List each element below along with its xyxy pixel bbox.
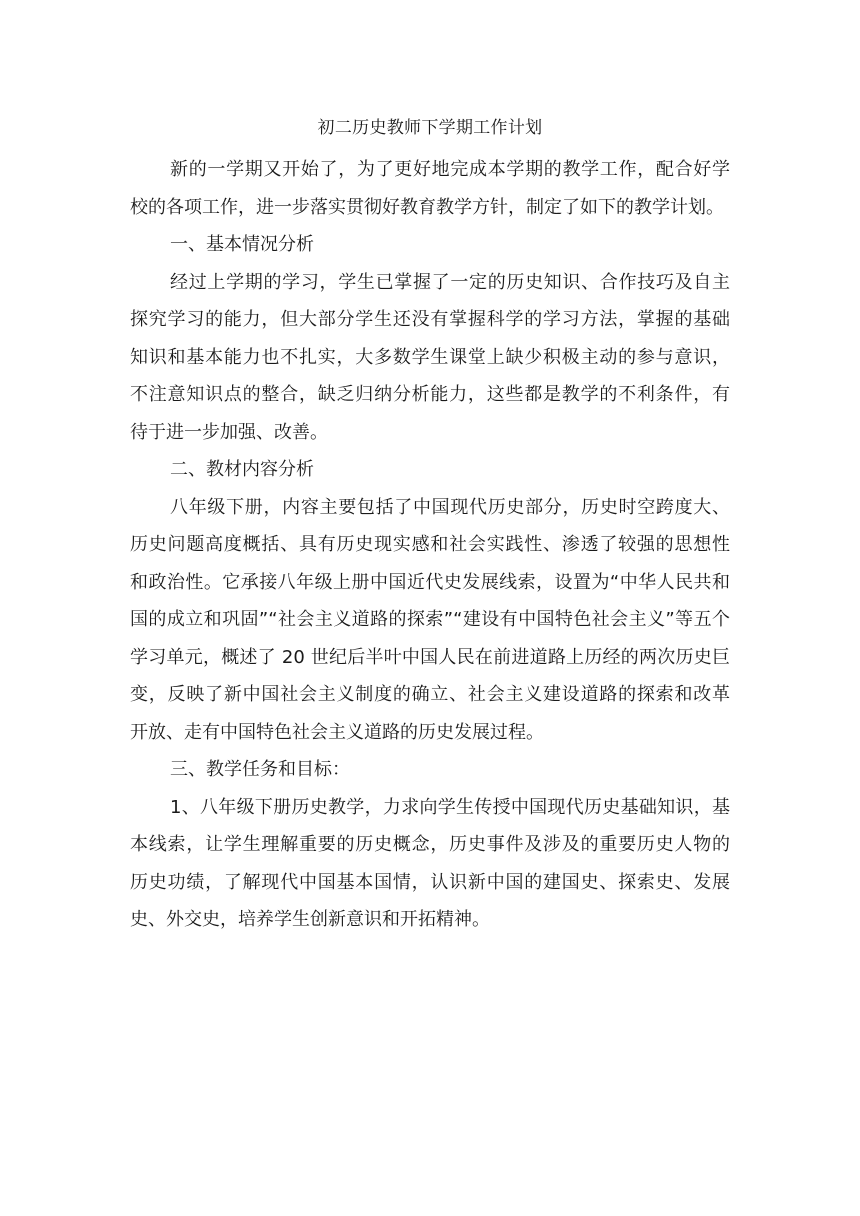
section-heading-1: 一、基本情况分析 <box>170 234 314 255</box>
text-line: 历史功绩，了解现代中国基本国情，认识新中国的建国史、探索史、发展 <box>130 871 730 893</box>
text-line: 变，反映了新中国社会主义制度的确立、社会主义建设道路的探索和改革 <box>130 684 730 705</box>
text-line: 新的一学期又开始了，为了更好地完成本学期的教学工作，配合好学 <box>170 159 730 180</box>
section-3-paragraph <box>130 789 730 939</box>
text-line: 八年级下册，内容主要包括了中国现代历史部分，历史时空跨度大、 <box>170 496 730 518</box>
section-heading-2: 二、教材内容分析 <box>170 459 314 480</box>
text-line: 学习单元，概述了 20 世纪后半叶中国人民在前进道路上历经的两次历史巨 <box>130 646 730 668</box>
text-line: 国的成立和巩固”“社会主义道路的探索”“建设有中国特色社会主义”等五个 <box>130 609 730 630</box>
text-line: 知识和基本能力也不扎实，大多数学生课堂上缺少积极主动的参与意识， <box>130 346 730 368</box>
text-line: 历史问题高度概括、具有历史现实感和社会实践性、渗透了较强的思想性 <box>130 534 730 555</box>
text-line: 史、外交史，培养学生创新意识和开拓精神。 <box>130 909 490 930</box>
section-2-paragraph <box>130 489 730 752</box>
intro-paragraph <box>130 151 730 226</box>
text-line: 开放、走有中国特色社会主义道路的历史发展过程。 <box>130 721 544 743</box>
section-heading-3: 三、教学任务和目标： <box>170 759 350 780</box>
text-line: 1、八年级下册历史教学，力求向学生传授中国现代历史基础知识，基 <box>170 796 730 818</box>
document-title: 初二历史教师下学期工作计划 <box>317 118 543 138</box>
text-line: 不注意知识点的整合，缺乏归纳分析能力，这些都是教学的不利条件，有 <box>130 384 730 405</box>
text-line: 待于进一步加强、改善。 <box>130 421 328 443</box>
text-line: 校的各项工作，进一步落实贯彻好教育教学方针，制定了如下的教学计划。 <box>130 196 724 218</box>
document-content <box>130 110 730 939</box>
text-line: 探究学习的能力，但大部分学生还没有掌握科学的学习方法，掌握的基础 <box>130 309 730 330</box>
section-1-paragraph <box>130 264 730 452</box>
text-line: 和政治性。它承接八年级上册中国近代史发展线索，设置为“中华人民共和 <box>130 571 730 593</box>
text-line: 本线索，让学生理解重要的历史概念，历史事件及涉及的重要历史人物的 <box>130 834 730 855</box>
text-line: 经过上学期的学习，学生已掌握了一定的历史知识、合作技巧及自主 <box>170 271 730 293</box>
